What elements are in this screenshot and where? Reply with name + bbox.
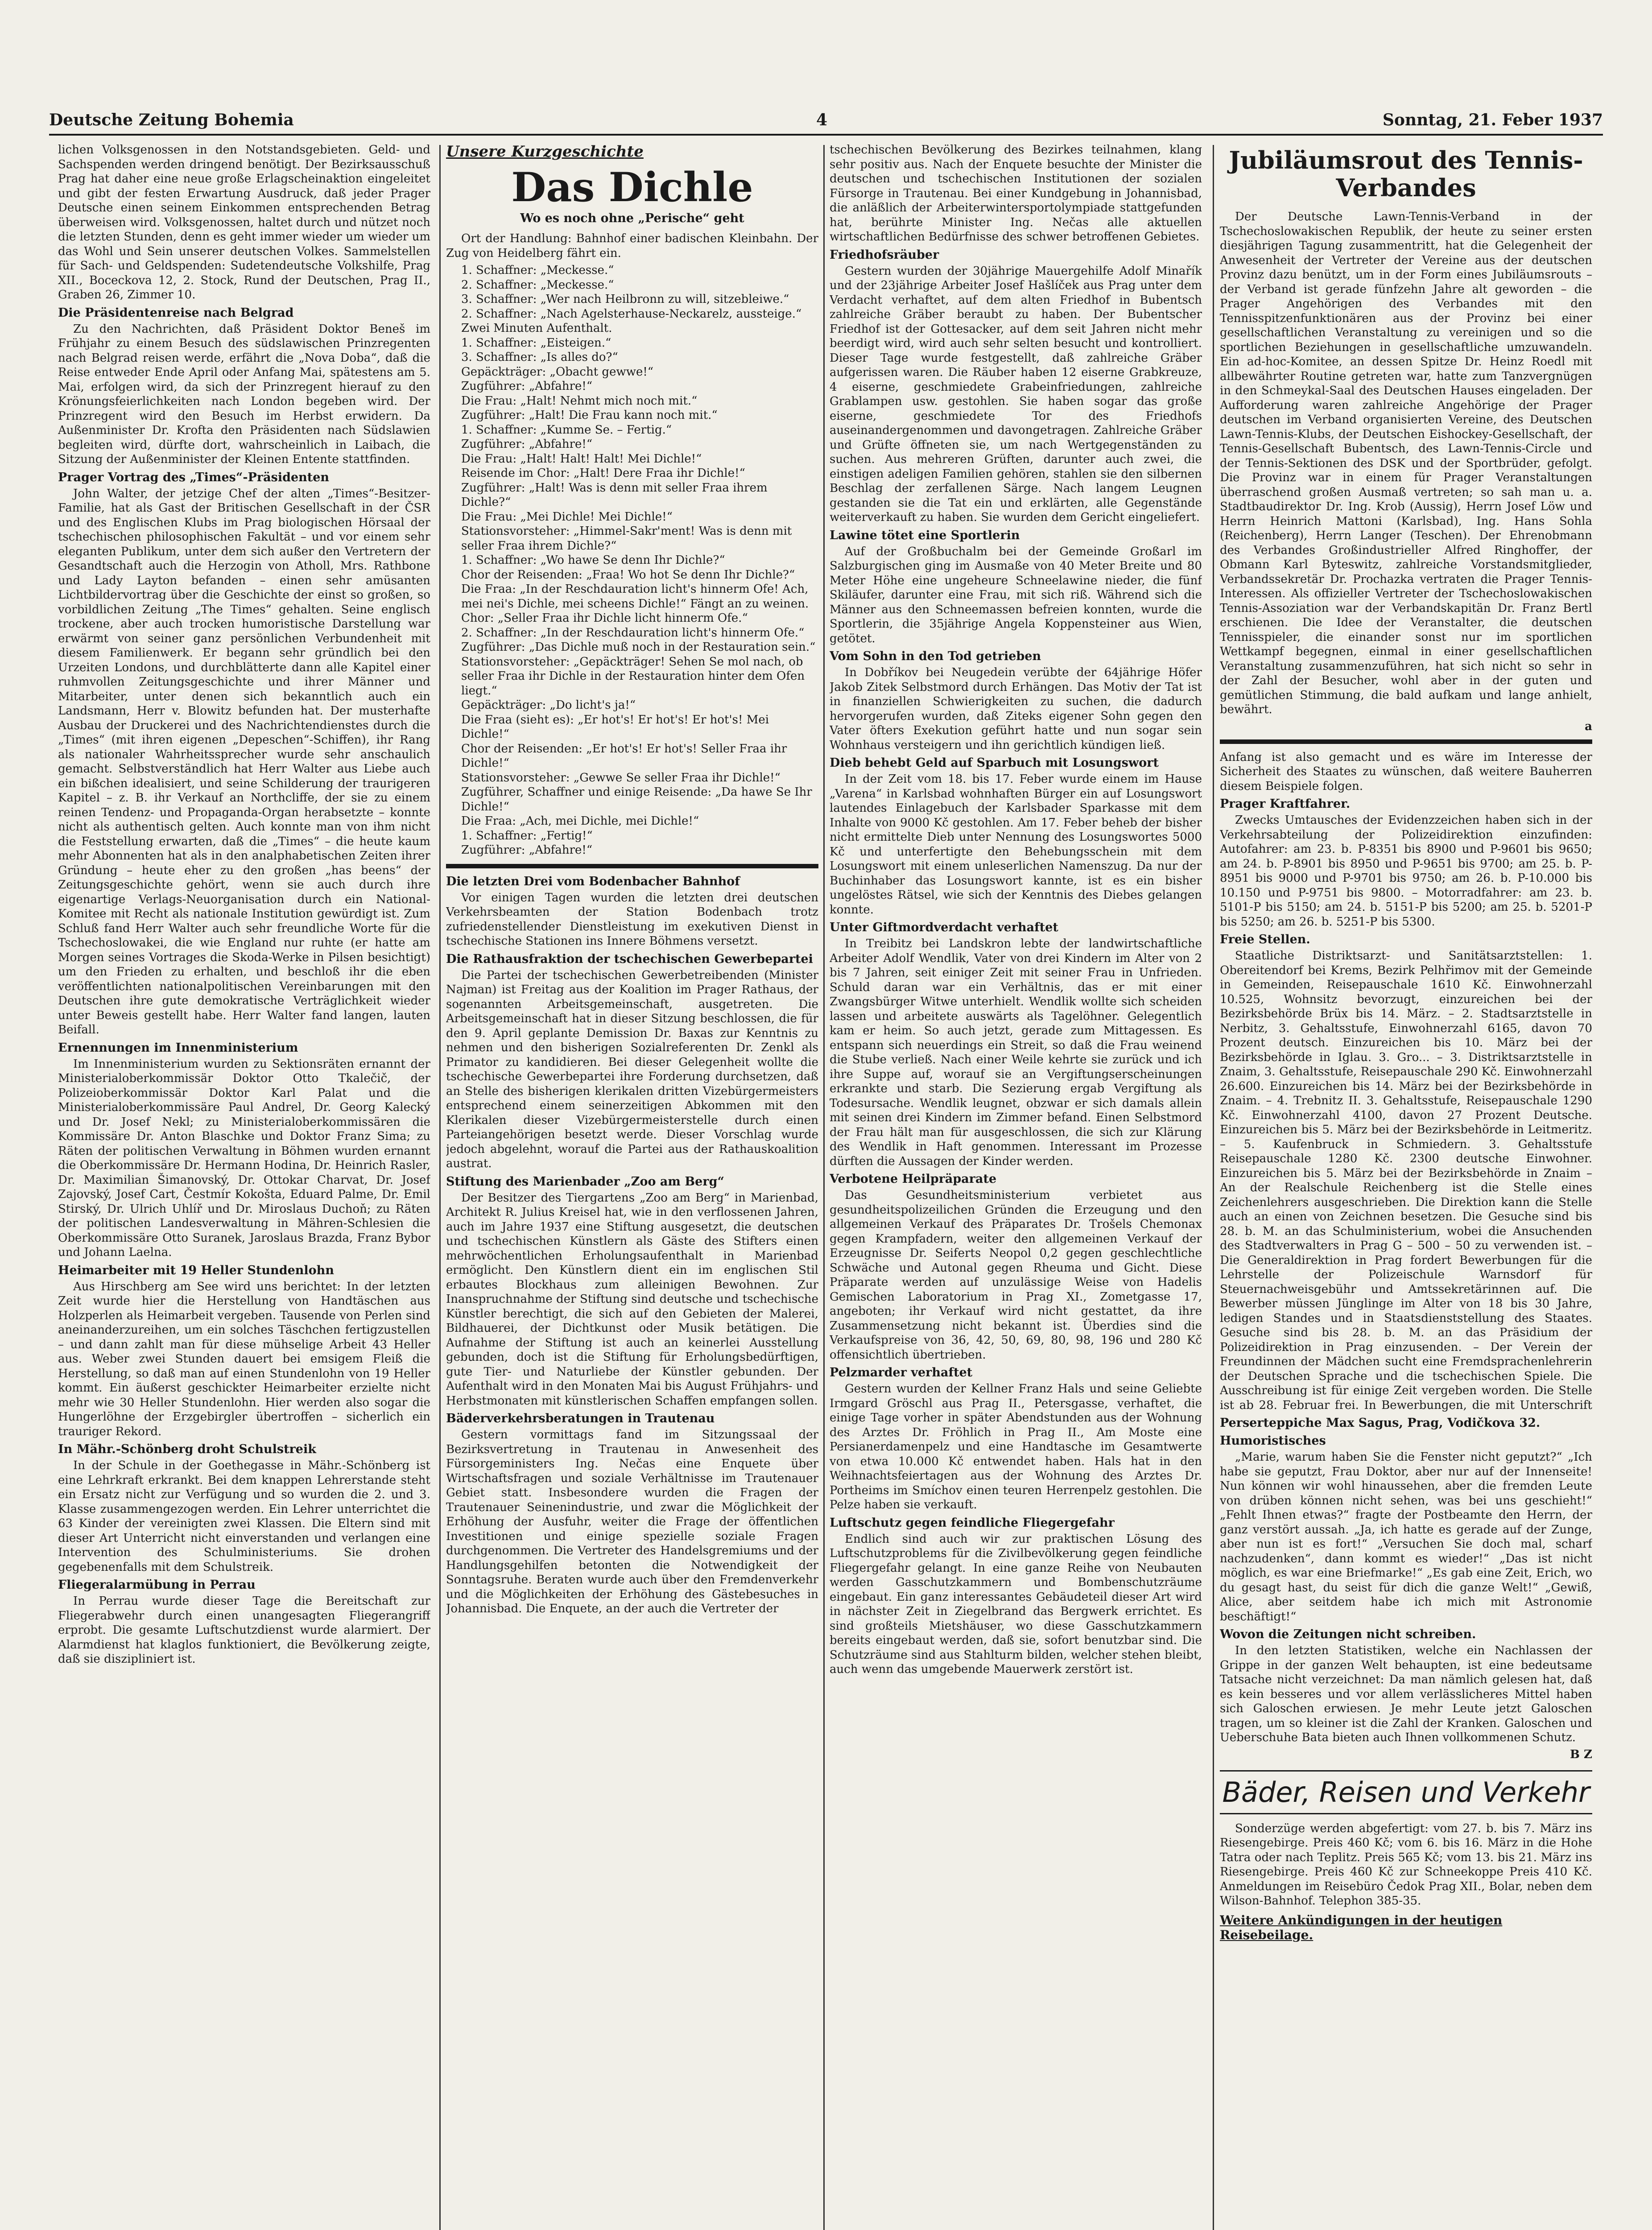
article-headline: Friedhofsräuber [830,248,939,262]
author-signature: a [1585,719,1592,733]
dialogue-line: Stationsvorsteher: „Himmel-Sakr'ment! Was is denn mit seller Fraa ihrem Dichle?“ [461,524,792,553]
article-body: In der Zeit vom 18. bis 17. Feber wurde einem im Hause „Varena“ in Karlsbad wohnhaften Bürger ein auf Losungswort lautendes Einlagebuch der Karlsbader Sparkasse mit dem Inhalte von 9000 Kč gestohlen. Am 17. Feber beheb der bisher nicht ermittelte Dieb unter Nennung des Losungswortes 5000 Kč und unterfertigte den Behebungsschein mit dem Losungswort mit einem unleserlichen Namenszug. Da nur der Buchinhaber das Losungswort kannte, ist es ein bisher ungelöstes Rätsel, wie sich der Kenntnis des Diebes gelangen konnte. [830,772,1202,917]
story-dialogue [446,263,818,858]
column-4 [1220,143,1592,2230]
dialogue-line: Chor der Reisenden: „Fraa! Wo hot Se denn Ihr Dichle?“ [461,568,795,582]
dialogue-line: Die Fraa (sieht es): „Er hot's! Er hot's! Er hot's! Mei Dichle!“ [461,713,769,741]
article-headline: Stiftung des Marienbader „Zoo am Berg“ [446,1174,724,1189]
dialogue-line: Gepäckträger: „Do licht's ja!“ [461,698,636,712]
article-body: In Treibitz bei Landskron lebte der landwirtschaftliche Arbeiter Adolf Wendlik, Vater von drei Kindern im Alter von 2 bis 7 Jahren, seit einiger Zeit mit seiner Frau in Unfrieden. Schuld daran war ein Verhältnis, das er mit einer Zwangsbürger Witwe unterhielt. Wendlik wollte sich scheiden lassen und arbeitete auswärts als Tagelöhner. Gelegentlich kam er heim. So auch jetzt, gerade zum Mittagessen. Es entspann sich neuerdings ein Streit, so daß die Frau weinend die Stube verließ. Nach einer Weile kehrte sie zurück und ich ihre Suppe auf, worauf sie an Vergiftungserscheinungen erkrankte und starb. Die Sezierung ergab Vergiftung als Todesursache. Wendlik leugnet, obzwar er sich damals allein mit seinen drei Kindern im Zimmer befand. Einen Selbstmord der Frau hält man für ausgeschlossen, die sich zur Klärung des Wendlik in Haft genommen. Interessant im Prozesse dürften die Aussagen der Kinder werden. [830,937,1202,1168]
issue-date: Sonntag, 21. Feber 1937 [1383,111,1603,129]
dialogue-line: Die Fraa: „In der Reschdauration licht's hinnerm Ofe! Ach, mei nei's Dichle, mei scheens Dichle!“ Fängt an zu weinen. [461,582,809,611]
article-body: Das Gesundheitsministerium verbietet aus gesundheitspolizeilichen Gründen die Erzeugung und den allgemeinen Verkauf des Präparates Dr. Trošels Chemonax gegen Krampfadern, weiter den allgemeinen Verkauf der Erzeugnisse Dr. Seiferts Neopol 0,2 gegen geschlechtliche Schwäche und Autonal gegen Rheuma und Gicht. Diese Präparate werden auf unzulässige Weise von Hadelis Gemischen Laboratorium in Prag XI., Zometgasse 17, angeboten; ihr Verkauf wird nicht gestattet, da ihre Zusammensetzung nicht bekannt ist. Überdies sind die Verkaufspreise von 36, 42, 50, 69, 80, 98, 196 und 280 Kč offensichtlich übertrieben. [830,1189,1202,1362]
article-body: Zu den Nachrichten, daß Präsident Doktor Beneš im Frühjahr zu einem Besuch des südslawischen Prinzregenten nach Belgrad reisen werde, erfährt die „Nova Doba“, daß die Reise entweder Ende April oder Anfang Mai, spätestens am 5. Mai, erfolgen wird, da sich der Prinzregent hierauf zu den Krönungsfeierlichkeiten nach London begeben wird. Der Prinzregent wird den Besuch im Herbst erwidern. Da Außenminister Dr. Krofta den Präsidenten nach Südslawien begleiten wird, dürfte dort, wahrscheinlich in Laibach, die Sitzung der Außenminister der Kleinen Entente stattfinden. [58,322,430,466]
dialogue-line: Zugführer: „Das Dichle muß noch in der Restauration sein.“ [461,640,816,654]
dialogue-line: Stationsvorsteher: „Gepäckträger! Sehen Se mol nach, ob seller Fraa ihr Dichle in der Restauration hinter dem Ofen liegt.“ [461,655,805,698]
article-body: Im Innenministerium wurden zu Sektionsräten ernannt der Ministerialoberkommissär Doktor Otto Tkalečič, der Polizeioberkommissär Doktor Karl Palat und die Ministerialoberkommissäre Paul Andrel, Dr. Georg Kalecký und Dr. Josef Nekl; zu Ministerialoberkommissären die Kommissäre Dr. Anton Blaschke und Doktor Franz Sima; zu Räten der politischen Verwaltung in Böhmen wurden ernannt die Oberkommissäre Dr. Hermann Hodina, Dr. Heinrich Rasler, Dr. Maximilian Šimanovský, Dr. Ottokar Charvat, Dr. Josef Zajovský, Josef Cart, Čestmír Kokošta, Eduard Palme, Dr. Emil Stirský, Dr. Ulrich Uhlíř und Dr. Miroslaus Duchoň; zu Räten der politischen Landesverwaltung in Mähren-Schlesien die Oberkommissäre Otto Suranek, Jaroslaus Brazda, Franz Bybor und Johann Laelna. [58,1057,430,1259]
section-label: Unsere Kurzgeschichte [446,143,644,161]
dialogue-line: 1. Schaffner: „Fertig!“ [461,829,593,842]
article-body: In den letzten Statistiken, welche ein Nachlassen der Grippe in der ganzen Welt behaupten, ist eine bedeutsame Tatsache nicht verzeichnet: Da man nämlich gelesen hat, daß es kein besseres und vor allem verlässlicheres Mittel haben sich Galoschen erwiesen. Je mehr Leute jetzt Galoschen tragen, um so kleiner ist die Zahl der Kranken. Galoschen und Ueberschuhe Bata bieten auch Ihnen vollkommenen Schutz. [1220,1644,1592,1744]
article-headline: Prager Vortrag des „Times“-Präsidenten [58,470,330,484]
article-body: „Marie, warum haben Sie die Fenster nicht geputzt?“ „Ich habe sie geputzt, Frau Doktor, aber nur auf der Innenseite! Nun können wir wohl hinaussehen, aber die fremden Leute von drüben können nicht sehen, was bei uns geschieht!“ „Fehlt Ihnen etwas?“ fragte der Postbeamte den Herrn, der ganz verstört aussah. „Ja, ich hatte es gerade auf der Zunge, aber nun ist es fort!“ „Versuchen Sie doch mal, scharf nachzudenken“, dann kommt es wieder!“ „Das ist nicht möglich, es war eine Briefmarke!“ „Es gab eine Zeit, Erich, wo du gesagt hast, du seist für dich die ganze Welt!“ „Gewiß, Alice, aber seitdem habe ich mich mit Astronomie beschäftigt!“ [1220,1450,1592,1623]
article-body: Gestern wurden der 30jährige Mauergehilfe Adolf Minařík und der 23jährige Arbeiter Josef Hašlíček aus Prag unter dem Verdacht verhaftet, auf dem alten Friedhof in Bubentsch zahlreiche Gräber beraubt zu haben. Der Bubentscher Friedhof ist der Gottesacker, auf dem seit Jahren nicht mehr beerdigt wird, wird auch sehr selten besucht und kontrolliert. Dieser Tage wurde festgestellt, daß zahlreiche Gräber aufgerissen waren. Die Räuber haben 12 eiserne Grabkreuze, 4 eiserne, geschmiedete Grabeinfriedungen, zahlreiche Grablampen usw. gestohlen. Sie haben sogar das große eiserne, geschmiedete Tor des Friedhofs auseinandergenommen und davongetragen. Zahlreiche Gräber und Grüfte öffneten sie, um nach Wertgegenständen zu suchen. Aus mehreren Grüften, darunter auch zwei, die einstigen adeligen Familien gehören, stahlen sie den silbernen Beschlag der zerfallenen Särge. Nach langem Leugnen gestanden sie die Tat ein und erklärten, alle Gegenstände weiterverkauft zu haben. Sie wurden dem Gericht eingeliefert. [830,264,1202,524]
section-title-travel: Bäder, Reisen und Verkehr [1220,1770,1592,1814]
dialogue-line: Chor der Reisenden: „Er hot's! Er hot's! Seller Fraa ihr Dichle!“ [461,742,787,770]
dialogue-line: Zugführer: „Abfahre!“ [461,380,593,393]
article-headline: Bäderverkehrsberatungen in Trautenau [446,1412,715,1425]
story-title: Das Dichle [511,164,753,211]
article-title: Jubiläumsrout des Tennis-Verbandes [1229,146,1583,202]
author-signature: B Z [1569,1747,1592,1761]
column-rule [823,145,825,2230]
dialogue-line: Die Fraa: „Ach, mei Dichle, mei Dichle!“ [461,814,699,828]
article-continuation: lichen Volksgenossen in den Notstandsgebieten. Geld- und Sachspenden werden dringend benötigt. Der Bezirksausschuß Prag hat daher eine neue große Erlagscheinaktion eingeleitet und gibt der festen Erwartung Ausdruck, daß jeder Prager Deutsche einen seinem Einkommen entsprechenden Betrag überweisen wird. Volksgenossen, haltet durch und nützet noch die letzten Stunden, denn es geht immer wieder um wieder um das Wohl und Sein unserer deutschen Volkes. Sammelstellen für Sach- und Geldspenden: Sudetendeutsche Volkshilfe, Prag XII., Boceckova 12, 2. Stock, Rund der Deutschen, Prag II., Graben 26, Zimmer 10. [58,143,430,301]
column-rule [439,145,441,2230]
page-number: 4 [816,111,828,129]
article-body: Der Deutsche Lawn-Tennis-Verband in der Tschechoslowakischen Republik, der heute zu seiner ersten diesjährigen Tagung zusammentritt, hat die Gelegenheit der Anwesenheit der Vertreter der Vereine aus der deutschen Provinz dazu benützt, um in der Form eines Jubiläumsrouts – der Verband ist gerade fünfzehn Jahre alt geworden – die Prager Angehörigen des Verbandes mit den Tennisspitzenfunktionären aus der Provinz bei einer gesellschaftlichen Veranstaltung zu vereinigen und so die sportlichen Beziehungen in gesellschaftliche umzuwandeln. Ein ad-hoc-Komitee, an dessen Spitze Dr. Heinz Roedl mit allbewährter Routine getreten war, hatte zum Tanzvergnügen in den Schmeykal-Saal des Deutschen Hauses eingeladen. Der Aufforderung waren zahlreiche Angehörige der Prager deutschen im Verband organisierten Vereine, des Deutschen Lawn-Tennis-Klubs, der Deutschen Eishockey-Gesellschaft, der Tennis-Gesellschaft Bubentsch, des Lawn-Tennis-Circle und der Tennis-Sektionen des DSK und der Sportbrüder, gefolgt. Die Provinz war in einem für Prager Veranstaltungen überraschend großen Ausmaß vertreten; so sah man u. a. Stadtbaudirektor Dr. Ing. Krob (Aussig), Herrn Josef Löw und Herrn Heinrich Mattoni (Karlsbad), Ing. Hans Sohla (Reichenberg), Herrn Langer (Teschen). Der Ehrenobmann des Verbandes Großindustrieller Alfred Ringhoffer, der Obmann Karl Byteswitz, zahlreiche Vorstandsmitglieder, Verbandssekretär Dr. Prochazka vertraten die Prager Tennis-Interessen. Als offizieller Vertreter der Tschechoslowakischen Tennis-Assoziation war der Verbandskapitän Dr. Franz Bertl erschienen. Die Idee der Veranstalter, die deutschen Tennisspieler, die einander sonst nur im sportlichen Wettkampf begegnen, einmal in einer gesellschaftlichen Veranstaltung zusammenzuführen, hat sich nicht so sehr in der Zahl der Besucher, wohl aber in der guten und gemütlichen Stimmung, die bald aufkam und lange anhielt, bewährt. [1220,210,1592,716]
article-headline: Die Rathausfraktion der tschechischen Gewerbepartei [446,952,813,966]
dialogue-line: Zugführer: „Abfahre!“ [461,843,593,857]
story-intro: Ort der Handlung: Bahnhof einer badischen Kleinbahn. Der Zug von Heidelberg fährt ein. [446,232,818,260]
dialogue-line: Die Frau: „Halt! Halt! Halt! Mei Dichle!“ [461,452,702,466]
article-body: Zwecks Umtausches der Evidenzzeichen haben sich in der Verkehrsabteilung der Polizeidirektion einzufinden: Autofahrer: am 23. b. P-8351 bis 8900 und P-9601 bis 9650; am 24. b. P-8901 bis 8950 und P-9651 bis 9700; am 25. b. P-8951 bis 9000 und P-9701 bis 9750; am 26. b. P-10.000 bis 10.150 und P-9751 bis 9800. – Motorradfahrer: am 23. b. 5101-P bis 5150; am 24. b. 5151-P bis 5200; am 25. b. 5201-P bis 5250; am 26. b. 5251-P bis 5300. [1220,814,1592,929]
advertisement-line: Perserteppiche Max Sagus, Prag, Vodičkova 32. [1220,1416,1540,1430]
dialogue-line: Zugführer: „Halt! Was is denn mit seller Fraa ihrem Dichle?“ [461,481,768,509]
article-body: In Dobříkov bei Neugedein verübte der 64jährige Höfer Jakob Zitek Selbstmord durch Erhängen. Das Motiv der Tat ist in finanziellen Schwierigkeiten zu suchen, die dadurch hervorgerufen wurden, daß Ziteks eigener Sohn gegen den Vater öfters Exekution geführt hatte und nun sogar sein Wohnhaus versteigern und ihn gerichtlich kündigen ließ. [830,666,1202,752]
dialogue-line: 1. Schaffner: „Wo hawe Se denn Ihr Dichle?“ [461,553,725,567]
dialogue-line: Zugführer, Schaffner und einige Reisende: „Da hawe Se Ihr Dichle!“ [461,785,812,814]
dialogue-line: 3. Schaffner: „Wer nach Heilbronn zu will, sitzebleiwe.“ [461,293,789,306]
article-body: Staatliche Distriktsarzt- und Sanitätsarztstellen: 1. Obereitendorf bei Krems, Bezirk Pelhřimov mit der Gemeinde in Gemeinden, Reisepauschale 1610 Kč. Einwohnerzahl 10.525, Wohnsitz bevorzugt, einzureichen bei der Bezirksbehörde Brüx bis 14. März. – 2. Stadtsarztstelle in Nerbitz, 3. Gehaltsstufe, Einwohnerzahl 6165, davon 70 Prozent deutsch. Einzureichen bis 10. März bei der Bezirksbehörde in Iglau. 3. Gro... – 3. Distriktsarztstelle in Znaim, 3. Gehaltsstufe, Reisepauschale 290 Kč. Einwohnerzahl 26.600. Einzureichen bis 14. März bei der Bezirksbehörde in Znaim. – 4. Trebnitz II. 3. Gehaltsstufe, Reisepauschale 1290 Kč. Einwohnerzahl 4100, davon 27 Prozent Deutsche. Einzureichen bis 5. März bei der Bezirksbehörde in Leitmeritz. – 5. Kaufenbruck in Schmiedern. 3. Gehaltsstufe Reisepauschale 1280 Kč. 2300 deutsche Einwohner. Einzureichen bis 5. März bei der Bezirksbehörde in Znaim – An der Realschule Reichenberg ist die Stelle eines Zeichenlehrers ausgeschrieben. Die Direktion kann die Stelle auch an einen von Zeichnen besetzen. Die Gesuche sind bis 28. b. M. an das Schulministerium, wobei die Ansuchenden des Stadtverwalters in Prag G – 500 – 50 zu verwenden ist. – Die Generaldirektion in Prag fordert Bewerbungen für die Lehrstelle der Polizeischule Warnsdorf für Steuernachweisgebühr und Amtssekretärinnen auf. Die Bewerber müssen Jünglinge im Alter von 18 bis 30 Jahre, ledigen Standes und in Staatsdienststellung des Staates. Gesuche sind bis 28. b. M. an das Präsidium der Polizeidirektion in Prag einzusenden. – Der Verein der Freundinnen der Mädchen sucht eine Fremdsprachenlehrerin der Deutschen Sprache und die tschechischen Spiele. Die Ausschreibung ist für einige Zeit vergeben worden. Die Stelle ist ab 28. Februar frei. In Bewerbungen, die mit Unterschrift [1220,949,1592,1412]
article-body: Aus Hirschberg am See wird uns berichtet: In der letzten Zeit wurde hier die Herstellung von Handtäschen aus Holzperlen als Heimarbeit vergeben. Tausende von Perlen sind aneinanderzureihen, um ein solches Täschchen fertigzustellen – und dann zahlt man für diese mühselige Arbeit 43 Heller aus. Weber zwei Stunden dauert bei emsigem Fleiß die Herstellung, so daß man auf einen Stundenlohn von 19 Heller kommt. Ein äußerst geschickter Heimarbeiter erzielte nicht mehr wie 30 Heller Stundenlohn. Hier werden also sogar die Hungerlöhne der Erzgebirgler übertroffen – sicherlich ein trauriger Rekord. [58,1280,430,1438]
dialogue-line: Die Frau: „Mei Dichle! Mei Dichle!“ [461,510,673,524]
travel-notice: Sonderzüge werden abgefertigt: vom 27. b. bis 7. März ins Riesengebirge. Preis 460 Kč; vom 6. bis 16. März in die Hohe Tatra oder nach Teplitz. Preis 565 Kč; vom 13. bis 21. März ins Riesengebirge. Preis 460 Kč zur Schneekoppe Preis 410 Kč. Anmeldungen im Reisebüro Čedok Prag XII., Bolar, neben dem Wilson-Bahnhof. Telephon 385-35. [1220,1821,1592,1908]
article-headline: Humoristisches [1220,1434,1326,1448]
dialogue-line: 1. Schaffner: „Eisteigen.“ [461,336,611,350]
article-headline: Ernennungen im Innenministerium [58,1041,298,1055]
article-body: Endlich sind auch wir zur praktischen Lösung des Luftschutzproblems für die Zivilbevölkerung gegen feindliche Fliegergefahr gelangt. In eine ganze Reihe von Neubauten werden Gasschutzkammern und Bombenschutzräume eingebaut. Ein ganz interessantes Gebäudeteil dieser Art wird in nächster Zeit in Ziegelbrand das Bergwerk errichtet. Es sind großteils Mietshäuser, wo diese Gasschutzkammern bereits eingebaut werden, daß sie, sofort benutzbar sind. Die Schutzräume sind aus Stahlturm bilden, welcher stehen bleibt, auch wenn das umgebende Mauerwerk zerstört ist. [830,1532,1202,1676]
article-continuation: tschechischen Bevölkerung des Bezirkes teilnahmen, klang sehr positiv aus. Nach der Enquete besuchte der Minister die deutschen und tschechischen Institutionen der sozialen Fürsorge in Trautenau. Bei einer Kundgebung in Johannisbad, die anläßlich der Arbeiterwintersportolympiade stattgefunden hat, berührte Minister Ing. Nečas alle aktuellen wirtschaftlichen Bedürfnisse des schwer betroffenen Gebietes. [830,143,1202,244]
column-3 [830,143,1202,2230]
column-1 [58,143,430,2230]
article-body: Vor einigen Tagen wurden die letzten drei deutschen Verkehrsbeamten der Station Bodenbach trotz zufriedenstellender Dienstleistung im exekutiven Dienst in tschechische Stationen ins Innere Böhmens versetzt. [446,891,818,948]
article-body: Auf der Großbuchalm bei der Gemeinde Großarl im Salzburgischen ging im Ausmaße von 40 Meter Breite und 80 Meter Höhe eine ungeheure Schneelawine nieder, die fünf Skiläufer, darunter eine Frau, mit sich riß. Während sich die Männer aus den Schneemassen befreien konnten, wurde die Sportlerin, die 35jährige Angela Koppensteiner aus Wien, getötet. [830,545,1202,645]
article-headline: Prager Kraftfahrer. [1220,797,1351,811]
article-headline: Fliegeralarmübung in Perrau [58,1578,256,1592]
article-headline: Lawine tötet eine Sportlerin [830,528,1020,542]
article-headline: Verbotene Heilpräparate [830,1172,997,1186]
article-body: Der Besitzer des Tiergartens „Zoo am Berg“ in Marienbad, Architekt R. Julius Kreisel hat, wie in den verflossenen Jahren, auch im Jahre 1937 eine Stiftung ausgesetzt, die deutschen und tschechischen Künstlern als Gäste des Stifters einen mehrwöchentlichen Erholungsaufenthalt in Marienbad ermöglicht. Den Künstlern dient ein im englischen Stil erbautes Blockhaus zum alleinigen Bewohnen. Zur Inanspruchnahme der Stiftung sind deutsche und tschechische Künstler berechtigt, die sich auf den Gebieten der Malerei, Bildhauerei, der Dichtkunst oder Musik betätigen. Die Aufnahme der Stiftung ist auch an keinerlei Ausstellung gebunden, doch ist die Stiftung für Erholungsbedürftigen, gute Tier- und Naturliebe der Künstler gebunden. Der Aufenthalt wird in den Monaten Mai bis August Frühjahrs- und Herbstmonaten mit künstlerischen Schaffen empfangen sollen. [446,1191,818,1408]
dialogue-line: Zugführer: „Abfahre!“ [461,438,593,451]
dialogue-line: Stationsvorsteher: „Gewwe Se seller Fraa ihr Dichle!“ [461,771,781,785]
article-body: In der Schule in der Goethegasse in Mähr.-Schönberg ist eine Lehrkraft erkrankt. Bei dem knappen Lehrerstande steht ein Ersatz nicht zur Verfügung und so wurden die 2. und 3. Klasse zusammengezogen werden. Ein Lehrer unterrichtet die 63 Kinder der vereinigten zwei Klassen. Die Eltern sind mit dieser Art Unterricht nicht einverstanden und verlangen eine Intervention des Schulministeriums. Sie drohen gegebenenfalls mit dem Schulstreik. [58,1459,430,1574]
article-headline: Die letzten Drei vom Bodenbacher Bahnhof [446,874,740,888]
article-headline: Wovon die Zeitungen nicht schreiben. [1220,1627,1476,1641]
column-rule [1213,145,1214,2230]
article-body: In Perrau wurde dieser Tage die Bereitschaft zur Fliegerabwehr durch einen unangesagten Fliegerangriff erprobt. Die gesamte Luftschutzdienst wurde alarmiert. Der Alarmdienst hat klaglos funktioniert, die Bevölkerung zeigte, daß sie diszipliniert ist. [58,1594,430,1666]
article-continuation: Anfang ist also gemacht und es wäre im Interesse der Sicherheit des Staates zu wünschen, daß weitere Bauherren diesem Beispiele folgen. [1220,750,1592,793]
dialogue-line: Chor: „Seller Fraa ihr Dichle licht hinnerm Ofe.“ [461,611,748,625]
closing-notice: Weitere Ankündigungen in der heutigen Reisebeilage. [1220,1912,1503,1942]
section-divider [1220,739,1592,744]
article-headline: Pelzmarder verhaftet [830,1366,973,1379]
newspaper-name: Deutsche Zeitung Bohemia [49,111,294,129]
article-headline: Vom Sohn in den Tod getrieben [830,649,1041,663]
dialogue-line: Zugführer: „Halt! Die Frau kann noch mit.“ [461,409,718,422]
dialogue-line: Reisende im Chor: „Halt! Dere Fraa ihr Dichle!“ [461,467,745,480]
article-headline: In Mähr.-Schönberg droht Schulstreik [58,1442,316,1456]
article-body: Die Partei der tschechischen Gewerbetreibenden (Minister Najman) ist Freitag aus der Koalition im Prager Rathaus, der sogenannten Arbeitsgemeinschaft, ausgetreten. Die Arbeitsgemeinschaft hat in dieser Sitzung beschlossen, die für den 9. April geplante Demission Dr. Baxas zur Kenntnis zu nehmen und den bisherigen Sozialreferenten Dr. Zenkl als Primator zu kandidieren. Bei dieser Gelegenheit wollte die tschechische Gewerbepartei ihre Forderung durchsetzen, daß an Stelle des bisherigen klerikalen dritten Vizebürgermeisters entsprechend einem seinerzeitigen Abkommen mit den Klerikalen dieser Vizebürgermeisterstelle durch einen Parteiangehörigen besetzt werde. Dieser Vorschlag wurde jedoch abgelehnt, worauf die Partei aus der Rathauskoalition austrat. [446,968,818,1170]
story-subtitle: Wo es noch ohne „Perische“ geht [520,211,744,225]
dialogue-line: Gepäckträger: „Obacht gewwe!“ [461,365,654,379]
dialogue-line: 2. Schaffner: „Meckesse.“ [461,278,614,292]
dialogue-line: 2. Schaffner: „In der Reschdauration licht's hinnerm Ofe.“ [461,626,805,640]
article-body: John Walter, der jetzige Chef der alten „Times“-Besitzer-Familie, hat als Gast der Britischen Gesellschaft in der ČSR und des Englischen Klubs im Prag biologischen Hörsaal der tschechischen philosophischen Fakultät – und vor einem sehr eleganten Publikum, unter dem sich außer den Vertretern der Gesandtschaft auch die Herzogin von Atholl, Mrs. Rathbone und Lady Layton befanden – einen sehr amüsanten Lichtbildervortrag über die Geschichte der einst so großen, so vorbildlichen Zeitung „The Times“ gehalten. Seine englisch trockene, aber auch trocken humoristische Darstellung war erwärmt von seiner ganz persönlichen Verbundenheit mit diesem Familienwerk. Er begann sehr gründlich bei den Urzeiten Londons, und durchblätterte dann alle Kapitel einer ruhmvollen Zeitungsgeschichte und ihrer Männer und Mitarbeiter, unter denen sich bekanntlich auch ein Landsmann, Herr v. Blowitz befunden hat. Der musterhafte Ausbau der Druckerei und des Nachrichtendienstes durch die „Times“ (mit ihren eigenen „Depeschen“-Schiffen), ihr Rang als nationaler Wahrheitssprecher wurde sehr anschaulich gemacht. Selbstverständlich hat Herr Walter aus Liebe auch ein bißchen idealisiert, und seine Schilderung der traurigeren Kapitel – z. B. ihr Verkauf an Northcliffe, der sie zu einem reinen Tendenz- und Propaganda-Organ herabsetzte – konnte nicht als authentisch gelten. Auch konnte man von ihm nicht die Feststellung erwarten, daß die „Times“ – die heute kaum mehr Abonnenten hat als in den analphabetischen Zeiten ihrer Gründung – heute eher zu den großen „has beens“ der Zeitungsgeschichte gehört, wenn sie auch durch ihre eigenartige Verlags-Neuorganisation durch ein National-Komitee mit Recht als nationale Institution gewürdigt ist. Zum Schluß fand Herr Walter auch sehr freundliche Worte für die Tschechoslowakei, die wie England nur ruhte (er hatte am Morgen seines Vortrages die Skoda-Werke in Pilsen besichtigt) um den Frieden zu erhalten, und beschloß ihr die eben veröffentlichten nationalpolitischen Vereinbarungen mit den Deutschen ihre gute demokratische Verträglichkeit wieder unter Beweis gestellt habe. Herr Walter fand langen, lauten Beifall. [58,487,430,1037]
article-headline: Freie Stellen. [1220,933,1310,946]
article-body: Gestern wurden der Kellner Franz Hals und seine Geliebte Irmgard Gröschl aus Prag II., Petersgasse, verhaftet, die einige Tage vorher in später Abendstunden aus der Wohnung des Arztes Dr. Fröhlich in Prag II., Am Moste eine Persianerdamenpelz und eine Handtasche im Gesamtwerte von etwa 10.000 Kč entwendet haben. Hals hat in den Weihnachtsfeiertagen aus der Wohnung des Arztes Dr. Portheims im Smíchov einen teuren Herrenpelz gestohlen. Die Pelze haben sie verkauft. [830,1382,1202,1511]
article-headline: Dieb behebt Geld auf Sparbuch mit Losungswort [830,756,1159,770]
section-divider [446,864,818,868]
article-headline: Unter Giftmordverdacht verhaftet [830,921,1058,934]
page-header [49,107,1603,136]
dialogue-line: 1. Schaffner: „Kumme Se. – Fertig.“ [461,423,672,437]
column-2 [446,143,818,2230]
dialogue-line: Die Frau: „Halt! Nehmt mich noch mit.“ [461,394,698,408]
dialogue-line: 1. Schaffner: „Meckesse.“ [461,264,614,277]
article-headline: Luftschutz gegen feindliche Fliegergefahr [830,1516,1115,1530]
dialogue-line: 2. Schaffner: „Nach Agelsterhause-Neckarelz, aussteige.“ Zwei Minuten Aufenthalt. [461,307,802,335]
dialogue-line: 3. Schaffner: „Is alles do?“ [461,351,618,364]
article-headline: Die Präsidentenreise nach Belgrad [58,306,294,320]
article-headline: Heimarbeiter mit 19 Heller Stundenlohn [58,1263,334,1277]
article-body: Gestern vormittags fand im Sitzungssaal der Bezirksvertretung in Trautenau in Anwesenheit des Fürsorgeministers Ing. Nečas eine Enquete über Wirtschaftsfragen und soziale Verhältnisse im Trautenauer Gebiet statt. Insbesondere wurden die Fragen der Trautenauer Seinenindustrie, und zwar die Möglichkeit der Erhöhung der Ausfuhr, weiter die Frage der öffentlichen Investitionen und einige spezielle soziale Fragen durchgenommen. Die Vertreter des Handelsgremiums und der Handlungsgehilfen betonten die Notwendigkeit der Sonntagsruhe. Beraten wurde auch über den Fremdenverkehr und die Möglichkeiten der Erhöhung des Gästebesuches in Johannisbad. Die Enquete, an der auch die Vertreter der [446,1428,818,1615]
